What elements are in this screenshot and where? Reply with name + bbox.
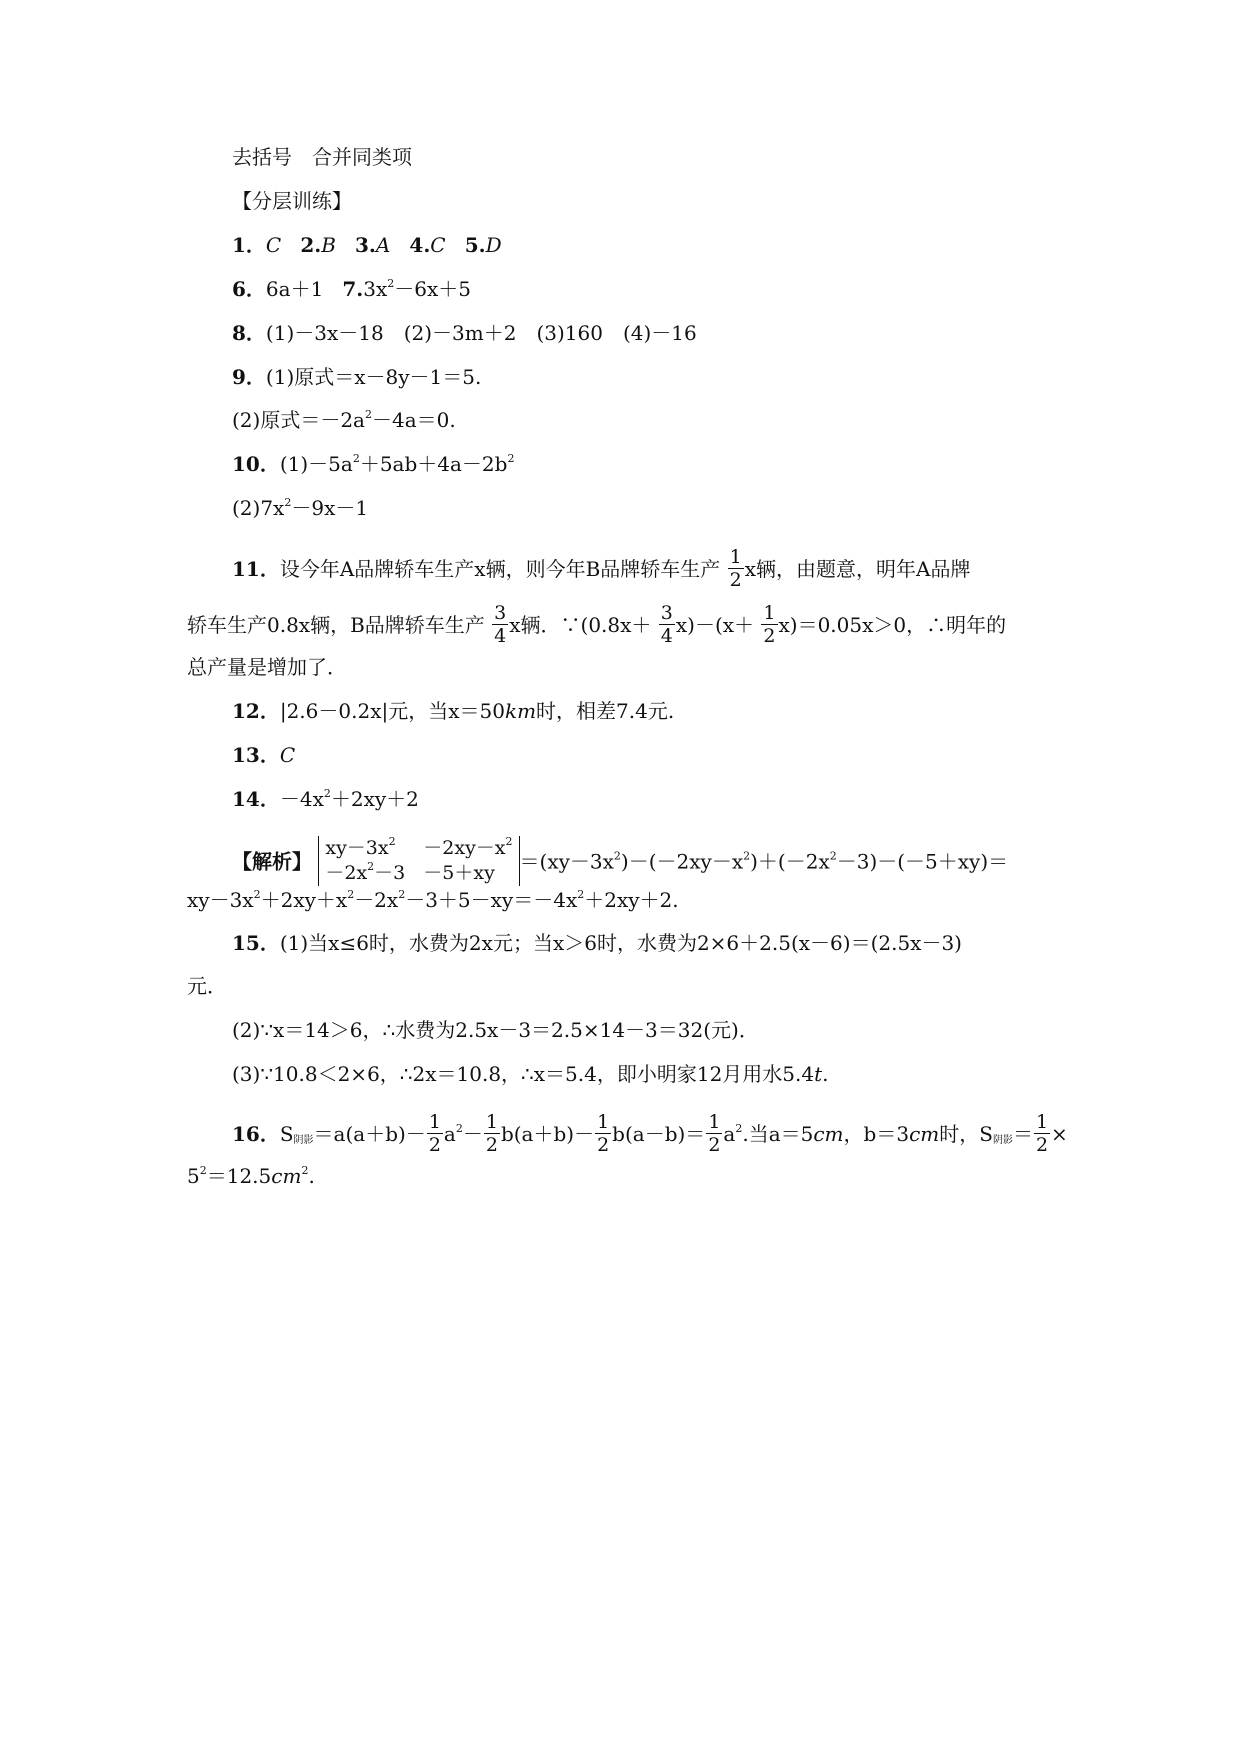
subscript: 阴影 [293, 1135, 314, 1146]
exponent: 2 [364, 408, 372, 421]
answer-8 [232, 319, 697, 347]
answer: －4x [279, 787, 324, 811]
answer: (2)∵x＝14＞6，∴水费为2.5x－3＝2.5×14－3＝32(元)． [232, 1018, 759, 1042]
det-cell: $xy-3x^2$ [325, 835, 396, 859]
answer: (3)∵10.8＜2×6，∴2x＝10.8，∴x＝5.4，即小明家12月用水5.4 [232, 1062, 815, 1086]
question-number: 13． [232, 743, 280, 767]
question-number: 4. [409, 233, 431, 257]
answer-11-line2 [187, 604, 1006, 649]
answers-6-7 [232, 275, 471, 303]
fraction: $\frac{3}{4}$ [494, 602, 507, 647]
answer-13 [232, 741, 295, 769]
question-number: 5. [464, 233, 486, 257]
answer: D [485, 233, 502, 257]
answer-15-line3 [232, 1016, 759, 1044]
unit: cm [813, 1122, 844, 1146]
answer: －3)－(－5＋xy)＝ [836, 849, 1009, 874]
fraction: $\frac{3}{4}$ [660, 602, 673, 647]
unit: t [814, 1062, 823, 1086]
fraction: $\frac{1}{2}$ [1035, 1111, 1049, 1156]
fraction: $\frac{1}{2}$ [428, 1111, 441, 1156]
answer-15-line2 [187, 972, 227, 1000]
question-number: 12． [232, 699, 280, 723]
unit: cm [271, 1164, 302, 1188]
answer-14-analysis: 【解析】 $xy-3x^2$ $-2xy-x^2$ $-2x^2-3$ －5＋xy $=(xy-3x^2)-(-2xy-x^2)+(-2x^2-3)-(-5+xy)=$ [232, 835, 1009, 884]
exponent: 2 [352, 452, 360, 465]
answer: x辆，由题意，明年A品牌 [744, 557, 971, 581]
answer-15-line1 [232, 929, 962, 957]
fraction: $\frac{1}{2}$ [597, 1111, 610, 1156]
det-cell: －5＋xy [423, 862, 495, 884]
answer-15-line4 [232, 1060, 829, 1088]
answer: )－(－2xy－x [620, 849, 744, 874]
answer: ＋2xy＋2 [330, 787, 419, 811]
fraction: $\frac{1}{2}$ [729, 546, 742, 591]
subscript: 阴影 [992, 1135, 1013, 1146]
answers-1-5 [232, 231, 502, 259]
answer: －6x＋5 [394, 277, 472, 301]
answer: (1)当x≤6时，水费为2x元；当x＞6时，水费为2×6＋2.5(x－6)＝(2.5x－3) [279, 931, 962, 955]
answer-10-line2 [232, 494, 368, 522]
answer: C [265, 233, 282, 257]
exponent: 2 [507, 452, 515, 465]
answer: x辆．∵(0.8x＋ [509, 613, 652, 637]
question-number: 15． [232, 931, 280, 955]
answer: (1)原式＝x－8y－1＝5. [265, 365, 482, 389]
exponent: 2 [387, 277, 395, 290]
det-cell: $-2xy-x^2$ [423, 835, 513, 859]
answer: 6a＋1 [265, 277, 324, 301]
question-number: 8． [232, 321, 266, 345]
intro-text: 去括号 合并同类项 [232, 145, 412, 169]
unit: cm [909, 1122, 940, 1146]
fraction: $\frac{1}{2}$ [763, 602, 776, 647]
answer: 3x [363, 277, 388, 301]
answer: |2.6－0.2x|元，当x＝50 [279, 699, 505, 723]
unit: km [504, 699, 537, 723]
answer-14 [232, 785, 419, 813]
section-title-text: 【分层训练】 [232, 189, 352, 213]
question-number: 9． [232, 365, 266, 389]
answer: C [430, 233, 446, 257]
question-number: 2. [300, 233, 322, 257]
answer-11-line3 [187, 653, 347, 681]
answer: (2)7x [232, 496, 285, 520]
answer: 时，相差7.4元. [536, 699, 675, 723]
question-number: 10． [232, 452, 280, 476]
answer: ＋5ab＋4a－2b [359, 452, 508, 476]
answer: 总产量是增加了． [187, 655, 347, 679]
answer-14-analysis-line2: $xy-3x^2+2xy+x^2-2x^2-3+5-xy=-4x^2+2xy+2$. [187, 888, 679, 912]
question-number: 1． [232, 233, 266, 257]
intro-line [232, 143, 412, 171]
answer: B [321, 233, 336, 257]
answer: A [375, 233, 391, 257]
determinant [318, 836, 519, 886]
answer-10-line1 [232, 450, 514, 478]
question-number: 6． [232, 277, 266, 301]
answer-16-line2: $5^2=12.5cm^2$. [187, 1164, 315, 1188]
answer: . [822, 1062, 829, 1086]
fraction: $\frac{1}{2}$ [485, 1111, 498, 1156]
analysis-tag: 【解析】 [232, 849, 312, 874]
question-number: 16． [232, 1122, 280, 1146]
answer: (1)－5a [279, 452, 353, 476]
question-number: 11． [232, 557, 280, 581]
answer: 设今年A品牌轿车生产x辆，则今年B品牌轿车生产 [279, 557, 721, 581]
question-number: 7. [342, 277, 364, 301]
answer: ＝(xy－3x [519, 849, 614, 874]
answer: (2)原式＝－2a [232, 408, 365, 432]
answer: C [279, 743, 296, 767]
answer: x)－(x＋ [675, 613, 755, 637]
answer-11-line1 [232, 548, 970, 593]
answer: 元． [187, 974, 227, 998]
answer: －9x－1 [291, 496, 369, 520]
exponent: 2 [284, 496, 292, 509]
answer-9-line2 [232, 406, 456, 434]
section-title [232, 187, 352, 215]
answer: x)＝0.05x＞0，∴明年的 [778, 613, 1007, 637]
answer-9-line1 [232, 363, 481, 391]
fraction: $\frac{1}{2}$ [708, 1111, 721, 1156]
question-number: 3. [354, 233, 376, 257]
answer-12 [232, 697, 674, 725]
exponent: 2 [323, 787, 331, 800]
question-number: 14． [232, 787, 280, 811]
answer-16-line1: 16．$S_{阴影}=a(a+b)-$ $\frac{1}{2}$ $a^2-$ $\frac{1}{2}$ b(a＋b)－ $\frac{1}{2}$ b(a－b)＝ $\frac{1}{2}$ $a^2$.当a＝5cm，b＝3cm时，$S_{阴影}=$ $\frac{1}{2}$ × [232, 1111, 1068, 1156]
det-cell: $-2x^2-3$ [325, 860, 406, 884]
answer: (1)－3x－18 (2)－3m＋2 (3)160 (4)－16 [265, 321, 697, 345]
answer: )＋(－2x [750, 849, 830, 874]
answer: 轿车生产0.8x辆，B品牌轿车生产 [187, 613, 485, 637]
answer: －4a＝0. [371, 408, 456, 432]
